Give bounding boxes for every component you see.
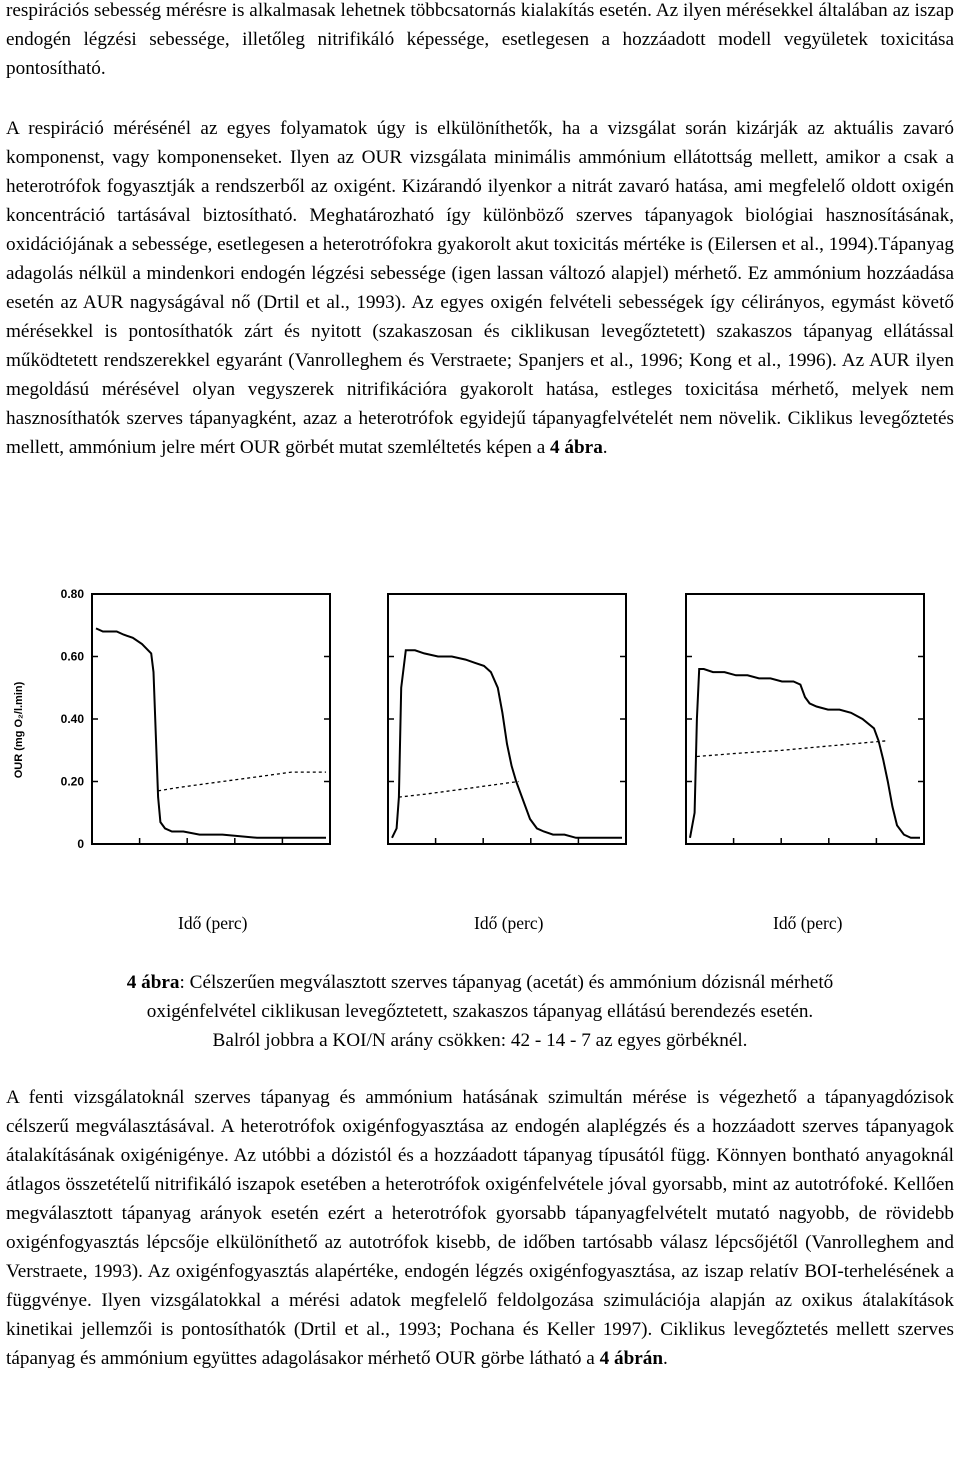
y-tick-label: 0.20: [60, 774, 84, 789]
paragraph-end: .: [602, 437, 608, 458]
y-tick-label: 0.80: [60, 587, 84, 601]
caption-line-1-text: : Célszerűen megválasztott szerves tápanyag (acetát) és ammónium dózisnál mérhető: [179, 972, 834, 993]
our-chart: [0, 580, 960, 880]
dashed-series-line: [697, 741, 886, 757]
caption-line-2: oxigénfelvétel ciklikusan levegőztetett, szakaszos tápanyag ellátású berendezés esetén.: [146, 1001, 814, 1022]
dashed-series-line: [158, 772, 326, 791]
paragraph-respiration: [6, 114, 954, 462]
paragraph-intro: respirációs sebesség mérésre is alkalmasak lehetnek többcsatornás kialakítás esetén. Az ilyen mérésekkel általában az iszap endogén légzési sebessége, illetőleg nitrifikáló képessége, esetlegesen a hozzáadott modell vegyületek toxicitása pontosítható.: [6, 0, 954, 79]
y-tick-label: 0: [77, 837, 84, 851]
x-axis-label-2: Idő (perc): [474, 913, 544, 933]
our-series-line: [96, 628, 326, 837]
paragraph-end-2: .: [663, 1348, 668, 1369]
y-tick-label: 0.40: [60, 712, 84, 726]
y-tick-label: 0.60: [60, 649, 84, 664]
panel-frame: [92, 594, 330, 844]
figure-reference: 4 ábra: [550, 437, 603, 458]
dashed-series-line: [399, 782, 519, 798]
figure-caption: [0, 968, 960, 1055]
our-series-line: [690, 669, 920, 838]
our-series-line: [392, 650, 622, 838]
panel-frame: [686, 594, 924, 844]
our-figure: [0, 580, 960, 880]
panel-frame: [388, 594, 626, 844]
y-axis-label: OUR (mg O₂/l.min): [13, 681, 25, 779]
caption-line-1: [0, 968, 960, 997]
x-axis-label-1: Idő (perc): [178, 913, 248, 933]
caption-figure-number: 4 ábra: [126, 972, 180, 993]
caption-line-3: Balról jobbra a KOI/N arány csökken: 42 - 14 - 7 az egyes görbéknél.: [212, 1030, 748, 1051]
x-axis-labels: [0, 913, 960, 937]
paragraph-respiration-part1: A respiráció mérésénél az egyes folyamatok úgy is elkülöníthetők, ha a vizsgálat során kizárják az aktuális zavaró komponenst, vagy komponenseket.: [6, 118, 954, 168]
figure-reference-2: 4 ábrán: [599, 1348, 664, 1369]
paragraph-respiration-part2: Ilyen az OUR vizsgálata minimális ammónium ellátottság mellett, amikor a csak a heterotrófok fogyasztják a rendszerből az oxigént. Kizárandó ilyenkor a nitrát zavaró hatása, ami megfelelő oldott oxigén koncentráció tartásával biztosítható. Meghatározható így különböző szerves tápanyagok biológiai hasznosításának, oxidációjának a sebessége, esetlegesen a heterotrófokra gyakorolt akut toxicitás mértéke is (Eilersen et al., 1994).Tápanyag adagolás nélkül a mindenkori endogén légzési sebessége (igen lassan változó alapjel) mérhető. Ez ammónium hozzáadása esetén az AUR nagyságával nő (Drtil et al., 1993). Az egyes oxigén felvételi sebességek így célirányos, egymást követő mérésekkel is pontosíthatók zárt és nyitott (szakaszosan és ciklikusan levegőztetett) szakaszos tápanyag ellátással működtetett rendszerekkel egyaránt (Vanrolleghem és Verstraete; Spanjers et al., 1996; Kong et al., 1996). Az AUR ilyen megoldású mérésével olyan vegyszerek nitrifikációra gyakorolt hatása, estleges toxicitása mérhető, melyek nem hasznosíthatók szerves tápanyagként, azaz a heterotrófok egyidejű tápanyagfelvételét nem növelik. Ciklikus levegőztetés mellett, ammónium jelre mért OUR görbét mutat szemléltetés képen a: [6, 147, 954, 458]
paragraph-simultaneous-text: A fenti vizsgálatoknál szerves tápanyag és ammónium hatásának szimultán mérése is végezhető a tápanyagdózisok célszerű megválasztásával. A heterotrófok oxigénfogyasztása az endogén alaplégzés és a hozzáadott szerves tápanyagok átalakításának oxigénigénye. Az utóbbi a dózistól és a hozzáadott tápanyag típusától függ. Könnyen bontható anyagoknál átlagos összetételű nitrifikáló iszapok esetében a heterotrófok oxigénfelvétele jóval gyorsabb, mint az autotrófoké. Kellően megválasztott tápanyag arányok esetén ezért a heterotrófok gyorsabb tápanyagfelvételt mutató nagyobb, de rövidebb oxigénfogyasztás lépcsője elkülöníthető az autotrófok kisebb, de időben tartósabb válasz lépcsőjétől (Vanrolleghem and Verstraete, 1993). Az oxigénfogyasztás alapértéke, endogén légzés oxigénfogyasztása, az iszap relatív BOI-terhelésének a függvénye. Ilyen vizsgálatokkal a mérési adatok megfelelő feldolgozása szimulációja alapján az oxikus átalakítások kinetikai jellemzői is pontosíthatók (Drtil et al., 1993; Pochana és Keller 1997). Ciklikus levegőztetés mellett szerves tápanyag és ammónium együttes adagolásakor mérhető OUR görbe látható a: [6, 1087, 954, 1369]
paragraph-simultaneous: [6, 1083, 954, 1373]
x-axis-label-3: Idő (perc): [773, 913, 843, 933]
